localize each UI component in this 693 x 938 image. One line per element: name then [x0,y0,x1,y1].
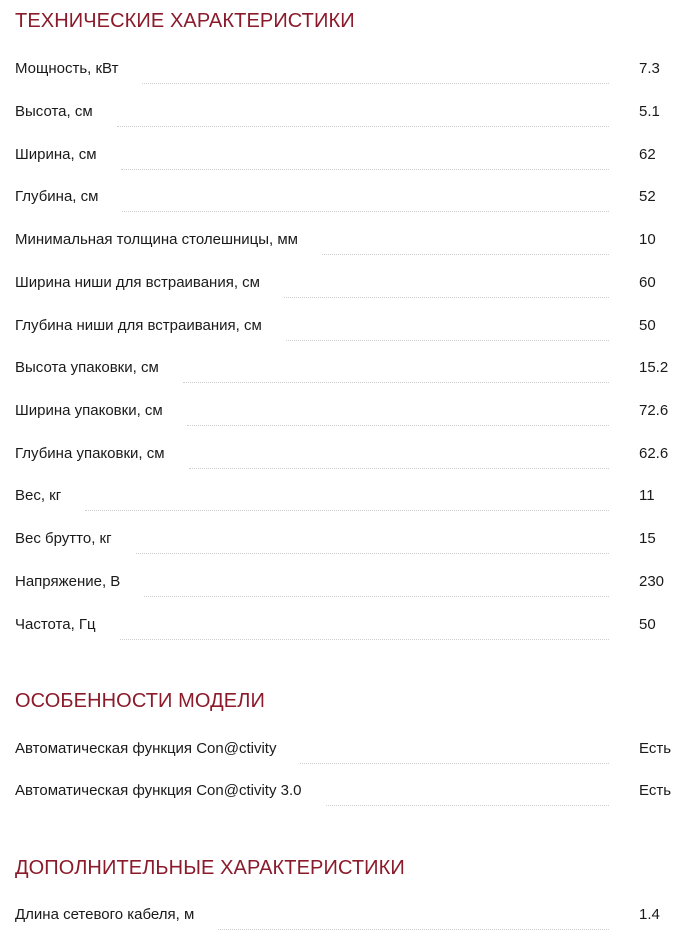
dotted-leader [120,638,609,640]
spec-row [15,531,675,555]
section-title-features: ОСОБЕННОСТИ МОДЕЛИ [15,690,265,712]
spec-label: Мощность, кВт [15,60,119,77]
spec-row [15,574,675,598]
spec-label: Автоматическая функция Con@ctivity [15,740,277,757]
dotted-leader [142,82,609,84]
spec-value: 62.6 [639,445,669,462]
spec-value: 11 [639,487,655,504]
dotted-leader [218,928,609,930]
spec-row [15,189,675,213]
spec-value: Есть [639,782,672,799]
spec-value: 72.6 [639,402,669,419]
spec-value: 15.2 [639,359,669,376]
dotted-leader [187,424,609,426]
spec-row [15,275,675,299]
dotted-leader [144,595,609,597]
spec-row [15,147,675,171]
spec-row [15,232,675,256]
spec-value: 50 [639,317,656,334]
spec-row [15,741,675,765]
spec-label: Высота упаковки, см [15,359,159,376]
spec-label: Минимальная толщина столешницы, мм [15,231,298,248]
spec-label: Глубина ниши для встраивания, см [15,317,262,334]
dotted-leader [322,253,609,255]
spec-row [15,104,675,128]
dotted-leader [85,509,609,511]
section-title-technical: ТЕХНИЧЕСКИЕ ХАРАКТЕРИСТИКИ [15,10,355,32]
spec-label: Ширина ниши для встраивания, см [15,274,260,291]
spec-label: Вес брутто, кг [15,530,112,547]
spec-label: Ширина упаковки, см [15,402,163,419]
spec-row [15,446,675,470]
spec-label: Напряжение, В [15,573,121,590]
spec-row [15,360,675,384]
spec-row [15,488,675,512]
spec-row [15,907,675,931]
spec-row [15,403,675,427]
spec-value: 7.3 [639,60,660,77]
dotted-leader [286,339,609,341]
dotted-leader [122,210,609,212]
spec-row [15,783,675,807]
dotted-leader [189,467,609,469]
dotted-leader [121,168,609,170]
spec-value: 1.4 [639,906,660,923]
spec-label: Глубина, см [15,188,99,205]
spec-label: Глубина упаковки, см [15,445,165,462]
spec-label: Автоматическая функция Con@ctivity 3.0 [15,782,302,799]
spec-row [15,617,675,641]
spec-label: Вес, кг [15,487,62,504]
dotted-leader [326,804,610,806]
spec-value: 15 [639,530,656,547]
spec-value: 62 [639,146,656,163]
dotted-leader [300,762,609,764]
spec-value: 50 [639,616,656,633]
spec-label: Частота, Гц [15,616,96,633]
spec-label: Высота, см [15,103,93,120]
spec-row [15,318,675,342]
spec-label: Ширина, см [15,146,97,163]
spec-value: 52 [639,188,656,205]
spec-value: 5.1 [639,103,660,120]
dotted-leader [117,125,609,127]
spec-row [15,61,675,85]
spec-label: Длина сетевого кабеля, м [15,906,195,923]
spec-value: 10 [639,231,656,248]
dotted-leader [136,552,609,554]
dotted-leader [183,381,609,383]
section-title-additional: ДОПОЛНИТЕЛЬНЫЕ ХАРАКТЕРИСТИКИ [15,857,405,879]
spec-value: 60 [639,274,656,291]
dotted-leader [284,296,609,298]
spec-value: Есть [639,740,672,757]
spec-value: 230 [639,573,665,590]
